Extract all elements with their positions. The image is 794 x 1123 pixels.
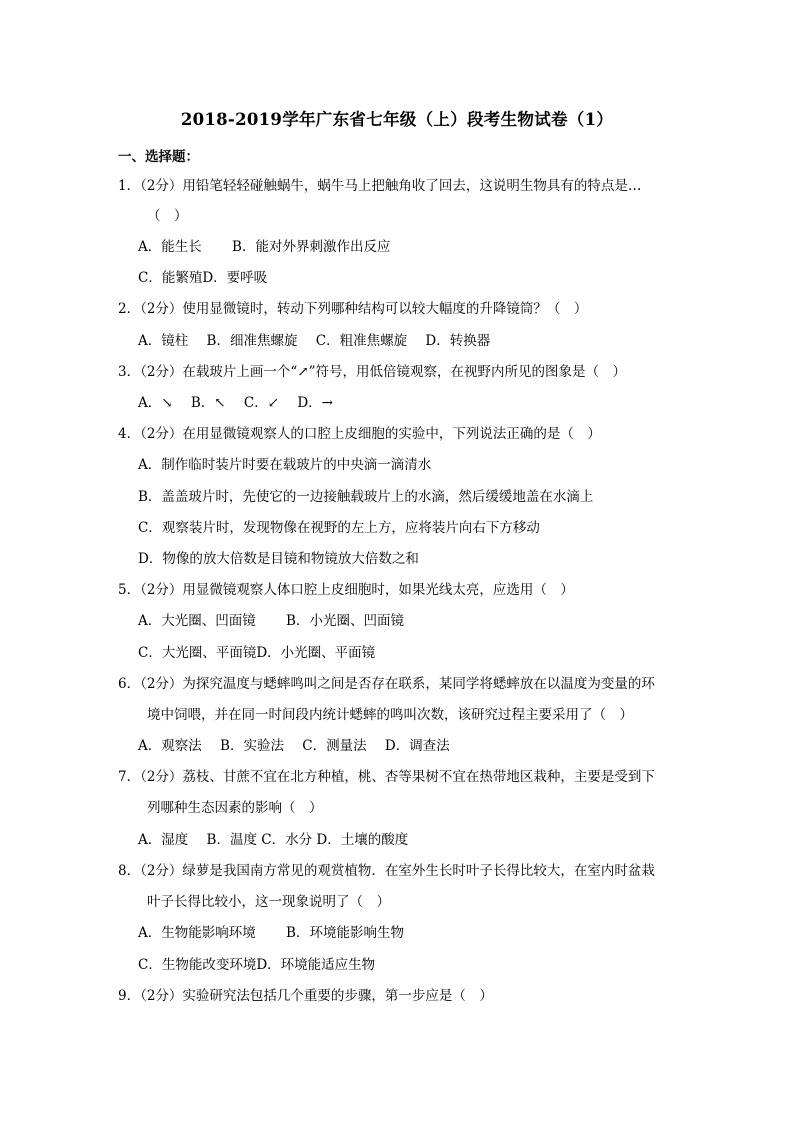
option-c[interactable]: C．测量法 [302, 738, 367, 754]
question-1-options-row-2 [138, 268, 293, 288]
option-cd[interactable]: C．生物能改变环境D．环境能适应生物 [138, 957, 376, 973]
question-2-text: 2．（2分）使用显微镜时，转动下列哪种结构可以较大幅度的升降镜筒？（ ） [118, 301, 588, 317]
option-a[interactable]: A．镜柱 [138, 333, 189, 349]
question-1-options-row-1 [138, 237, 416, 257]
option-a[interactable]: A．制作临时装片时要在载玻片的中央滴一滴清水 [138, 457, 432, 473]
option-d[interactable]: D．转换器 [425, 333, 491, 349]
question-6-text-cont: 境中饲喂，并在同一时间段内统计蟋蟀的鸣叫次数，该研究过程主要采用了（ ） [147, 707, 633, 723]
question-5-text: 5．（2分）用显微镜观察人体口腔上皮细胞时，如果光线太亮，应选用（ ） [118, 582, 574, 598]
question-4-option-c [138, 518, 566, 538]
question-5-options-row-1 [138, 611, 430, 631]
question-1-text: 1．（2分）用铅笔轻轻碰触蜗牛，蜗牛马上把触角收了回去，这说明生物具有的特点是… [118, 178, 642, 194]
question-8-text: 8．（2分）绿萝是我国南方常见的观赏植物．在室外生长时叶子长得比较大，在室内时盆栽 [118, 863, 655, 879]
option-a[interactable]: A．大光圈、凹面镜 [138, 613, 256, 629]
option-b[interactable]: B．盖盖玻片时，先使它的一边接触载玻片上的水滴，然后缓缓地盖在水滴上 [138, 489, 594, 505]
question-9-text: 9．（2分）实验研究法包括几个重要的步骤，第一步应是（ ） [118, 988, 493, 1004]
question-8-options-row-1 [138, 923, 430, 943]
question-8-options-row-2 [138, 955, 401, 975]
option-b[interactable]: B．实验法 [220, 738, 284, 754]
option-d[interactable]: D．→ [297, 395, 333, 411]
option-b[interactable]: B．↖ [190, 395, 226, 411]
option-b[interactable]: B．环境能影响生物 [286, 925, 404, 941]
question-4-option-d [138, 549, 445, 569]
option-a[interactable]: A．能生长 [138, 239, 202, 255]
option-b[interactable]: B．小光圈、凹面镜 [286, 613, 404, 629]
question-2-options [138, 331, 504, 351]
question-5-options-row-2 [138, 643, 401, 663]
option-c[interactable]: C．↙ [243, 395, 280, 411]
option-c[interactable]: C．粗准焦螺旋 [315, 333, 408, 349]
question-3-text: 3．（2分）在载玻片上画一个“↗”符号，用低倍镜观察，在视野内所见的图象是（ ） [118, 364, 627, 380]
question-8-text-cont: 叶子长得比较小，这一现象说明了（ ） [147, 894, 390, 910]
option-a[interactable]: A．湿度 [138, 832, 189, 848]
question-7-text: 7．（2分）荔枝、甘蔗不宜在北方种植，桃、杏等果树不宜在热带地区栽种，主要是受到下 [118, 769, 655, 785]
option-a[interactable]: A．观察法 [138, 738, 202, 754]
option-d[interactable]: D．物像的放大倍数是目镜和物镜放大倍数之和 [138, 551, 419, 567]
option-b[interactable]: B．能对外界刺激作出反应 [232, 239, 391, 255]
question-4-option-b [138, 487, 619, 507]
option-b[interactable]: B．细准焦螺旋 [206, 333, 298, 349]
option-c[interactable]: C．观察装片时，发现物像在视野的左上方，应将装片向右下方移动 [138, 520, 540, 536]
question-3-options [138, 393, 347, 413]
question-7-options [138, 830, 434, 850]
question-4-text: 4．（2分）在用显微镜观察人的口腔上皮细胞的实验中，下列说法正确的是（ ） [118, 426, 601, 442]
question-7-text-cont: 列哪种生态因素的影响（ ） [147, 800, 323, 816]
option-a[interactable]: A．↘ [138, 395, 173, 411]
question-6-text: 6．（2分）为探究温度与蟋蟀鸣叫之间是否存在联系，某同学将蟋蟀放在以温度为变量的环 [118, 676, 655, 692]
option-cd[interactable]: C．能繁殖D．要呼吸 [138, 270, 268, 286]
option-a[interactable]: A．生物能影响环境 [138, 925, 256, 941]
question-1-text-cont: （ ） [147, 208, 188, 224]
option-bcd[interactable]: B．温度 C．水分 D．土壤的酸度 [206, 832, 409, 848]
question-6-options [138, 736, 464, 756]
page-title: 2018-2019学年广东省七年级（上）段考生物试卷（1） [180, 110, 614, 129]
option-d[interactable]: D．调查法 [384, 738, 450, 754]
section-heading: 一、选择题： [118, 149, 199, 165]
question-4-option-a [138, 455, 457, 475]
option-cd[interactable]: C．大光圈、平面镜D．小光圈、平面镜 [138, 645, 376, 661]
